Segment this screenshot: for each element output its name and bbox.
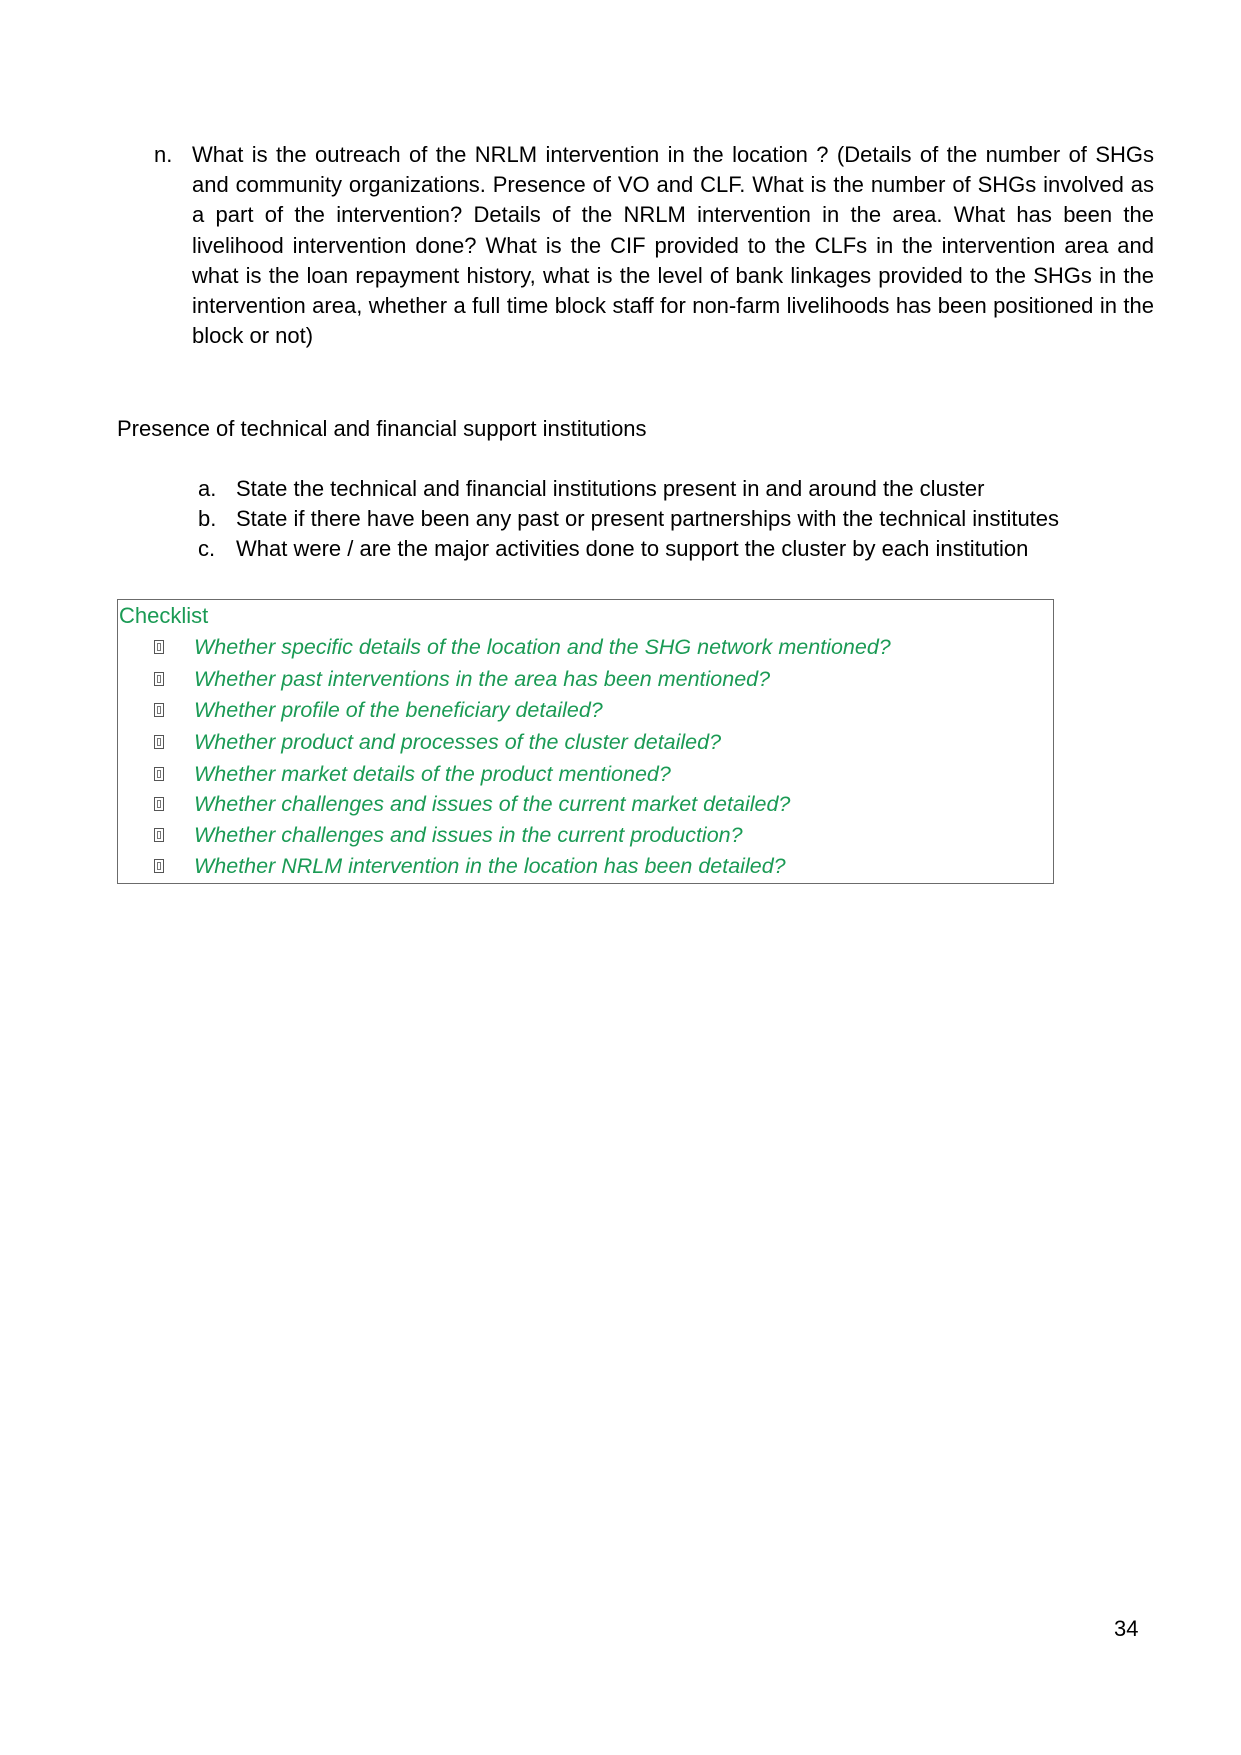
checklist-item-text: Whether NRLM intervention in the location has been detailed? [194,853,786,878]
checklist-item [154,633,1034,665]
checkbox-glyph-icon [154,797,164,811]
checkbox-glyph-icon [154,859,164,873]
checklist-item-text: Whether past interventions in the area has been mentioned? [194,666,771,691]
list-marker: n. [154,142,173,167]
checklist-item [154,760,1034,791]
checklist-item [154,665,1034,697]
checklist-item-text: Whether challenges and issues of the current market detailed? [194,792,791,817]
checkbox-glyph-icon [154,672,164,686]
checklist-title: Checklist [119,603,209,628]
checkbox-glyph-icon [154,735,164,749]
list-item-text: State if there have been any past or present partnerships with the technical institutes [236,506,1060,532]
list-item [198,534,1148,564]
list-item-text: State the technical and financial institutions present in and around the cluster [236,476,985,501]
list-item [198,474,1148,504]
list-item [198,504,1148,534]
checkbox-glyph-icon [154,703,164,717]
checklist-box [117,599,1054,884]
checklist-item-text: Whether specific details of the location and the SHG network mentioned? [194,635,891,659]
checkbox-glyph-icon [154,828,164,842]
checklist-item [154,728,1034,760]
checklist-item-text: Whether market details of the product mentioned? [194,761,671,786]
checklist-item-text: Whether challenges and issues in the current production? [194,822,743,847]
page-number: 34 [1114,1616,1139,1641]
list-marker: b. [198,506,217,532]
checklist-item [154,852,1034,883]
list-marker: a. [198,476,217,501]
checklist-item [154,821,1034,852]
list-marker: c. [198,536,216,562]
checkbox-glyph-icon [154,767,164,781]
list-item-n [154,140,1154,351]
checklist-items [154,633,1034,882]
institutions-list [198,474,1148,565]
checklist-item-text: Whether product and processes of the cluster detailed? [194,730,722,755]
checklist-item [154,696,1034,728]
checkbox-glyph-icon [154,640,164,654]
list-item-text: What were / are the major activities done to support the cluster by each institution [236,536,1029,562]
section-heading: Presence of technical and financial support institutions [117,416,647,441]
checklist-item [154,790,1034,821]
checklist-item-text: Whether profile of the beneficiary detailed? [194,698,603,723]
list-item-text: What is the outreach of the NRLM intervention in the location ? (Details of the number of SHGs and community organizations. Presence of VO and CLF. What is the number of SHGs involved as a part of the intervention? Details of the NRLM intervention in the area. What has been the livelihood intervention done? What is the CIF provided to the CLFs in the intervention area and what is the loan repayment history, what is the level of bank linkages provided to the SHGs in the intervention area, whether a full time block staff for non-farm livelihoods has been positioned in the block or not) [192,142,1154,349]
